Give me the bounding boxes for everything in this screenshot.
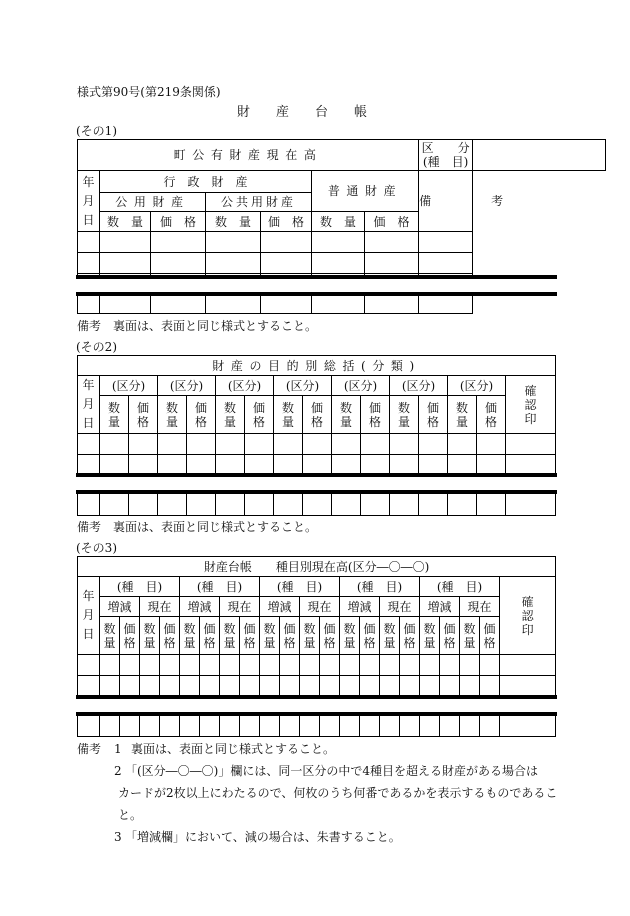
s3-price: 価格 (200, 617, 220, 655)
s3-price: 価格 (280, 617, 300, 655)
s1-price: 価 格 (151, 212, 206, 232)
note-1-number: 1 (114, 742, 122, 756)
s1-break-line-bottom (76, 292, 557, 296)
s2-qty: 数量 (158, 396, 187, 434)
s3-zougen: 増減 (180, 597, 220, 617)
s3-genzai: 現在 (140, 597, 180, 617)
s2-price: 価格 (477, 396, 506, 434)
table-row (78, 676, 556, 697)
s3-price: 価格 (240, 617, 260, 655)
section-2-label: (その2) (76, 340, 117, 354)
note-2-number: 2 (114, 764, 122, 778)
s3-qty: 数量 (420, 617, 440, 655)
s3-qty: 数量 (300, 617, 320, 655)
s3-genzai: 現在 (220, 597, 260, 617)
s1-futsuu: 普通財産 (312, 171, 419, 212)
s2-kubun: (区分) (158, 376, 216, 396)
s1-gyosei: 行 政 財 産 (100, 171, 312, 193)
s3-price: 価格 (480, 617, 500, 655)
table-row (78, 494, 556, 516)
section-2-note: 備考 裏面は、表面と同じ様式とすること。 (77, 520, 318, 534)
s3-qty: 数量 (180, 617, 200, 655)
s3-price: 価格 (320, 617, 340, 655)
s2-header-main: 財産の目的別総括(分類) (78, 356, 556, 376)
s3-qty: 数量 (340, 617, 360, 655)
s3-shumoku: (種 目) (260, 577, 340, 597)
s1-qty: 数 量 (100, 212, 151, 232)
note-3-number: 3 (114, 830, 122, 844)
note-2-line-1: 「(区分―〇―〇)」欄には、同一区分の中で4種目を超える財産がある場合は (125, 764, 539, 778)
notes-label: 備考 (77, 742, 102, 756)
s3-price: 価格 (440, 617, 460, 655)
s3-qty: 数量 (220, 617, 240, 655)
s2-qty: 数量 (216, 396, 245, 434)
s3-zougen: 増減 (100, 597, 140, 617)
s3-qty: 数量 (460, 617, 480, 655)
s1-qty: 数 量 (312, 212, 365, 232)
s2-kubun: (区分) (448, 376, 506, 396)
s2-price: 価格 (361, 396, 390, 434)
s3-genzai: 現在 (300, 597, 340, 617)
s3-shumoku: (種 目) (180, 577, 260, 597)
note-3-text: 「増減欄」において、減の場合は、朱書すること。 (125, 830, 401, 844)
s3-zougen: 増減 (420, 597, 460, 617)
s3-ymd: 年 月 日 (78, 577, 100, 655)
s3-genzai: 現在 (380, 597, 420, 617)
s2-price: 価格 (187, 396, 216, 434)
s3-zougen: 増減 (340, 597, 380, 617)
s2-kubun: (区分) (274, 376, 332, 396)
s3-qty: 数量 (380, 617, 400, 655)
s2-qty: 数量 (100, 396, 129, 434)
table-row (78, 253, 606, 274)
note-1-text: 裏面は、表面と同じ様式とすること。 (131, 742, 336, 756)
note-2-line-2: カードが2枚以上にわたるので、何枚のうち何番であるかを表示するものであるこ (118, 786, 558, 800)
table-row (78, 232, 606, 253)
s3-shumoku: (種 目) (420, 577, 500, 597)
section-1-label: (その1) (76, 124, 117, 138)
s3-price: 価格 (400, 617, 420, 655)
s1-kubun-value (473, 140, 606, 171)
s1-kubun: 区 分 (421, 141, 470, 155)
s3-shumoku: (種 目) (100, 577, 180, 597)
s1-qty: 数 量 (206, 212, 261, 232)
s2-kubun: (区分) (332, 376, 390, 396)
s2-price: 価格 (419, 396, 448, 434)
s3-qty: 数量 (100, 617, 120, 655)
table-row (78, 715, 556, 737)
s1-bikou: 備 考 (419, 171, 473, 232)
s3-price: 価格 (120, 617, 140, 655)
s2-qty: 数量 (390, 396, 419, 434)
s2-break-line-bottom (76, 490, 557, 494)
section-1-note: 備考 裏面は、表面と同じ様式とすること。 (77, 319, 318, 333)
s3-header-main: 財産台帳 種目別現在高(区分―〇―〇) (78, 557, 556, 577)
note-2-line-3: と。 (118, 808, 143, 822)
s3-qty: 数量 (140, 617, 160, 655)
s1-price: 価 格 (261, 212, 312, 232)
s3-break-line-bottom (76, 712, 557, 716)
section-3-label: (その3) (76, 541, 117, 555)
s1-break-line-top (76, 275, 557, 279)
form-number: 様式第90号(第219条関係) (77, 85, 221, 99)
s3-break-line-top (76, 695, 557, 699)
s1-ymd: 年 月 日 (78, 171, 100, 232)
s2-kakunin: 確認印 (506, 376, 556, 434)
document-title: 財 産 台 帳 (237, 105, 368, 120)
s2-price: 価格 (303, 396, 332, 434)
s1-shumoku: (種 目) (422, 155, 469, 169)
table-row (78, 434, 556, 455)
s3-qty: 数量 (260, 617, 280, 655)
s1-kyoyou: 公共用財産 (206, 193, 312, 212)
s2-kubun: (区分) (390, 376, 448, 396)
s2-qty: 数量 (448, 396, 477, 434)
s1-kubun-cell (419, 140, 473, 171)
s1-kouyou: 公用財産 (100, 193, 206, 212)
table-row (78, 655, 556, 676)
s1-price: 価 格 (365, 212, 419, 232)
s2-break-line-top (76, 473, 557, 477)
s2-qty: 数量 (332, 396, 361, 434)
s2-qty: 数量 (274, 396, 303, 434)
s3-shumoku: (種 目) (340, 577, 420, 597)
s3-price: 価格 (160, 617, 180, 655)
s2-ymd: 年 月 日 (78, 376, 100, 434)
s2-kubun: (区分) (216, 376, 274, 396)
s3-price: 価格 (360, 617, 380, 655)
s2-price: 価格 (129, 396, 158, 434)
s2-kubun: (区分) (100, 376, 158, 396)
s3-genzai: 現在 (460, 597, 500, 617)
s3-kakunin: 確認印 (500, 577, 556, 655)
s1-header-main: 町公有財産現在高 (78, 140, 419, 171)
s2-price: 価格 (245, 396, 274, 434)
s3-zougen: 増減 (260, 597, 300, 617)
